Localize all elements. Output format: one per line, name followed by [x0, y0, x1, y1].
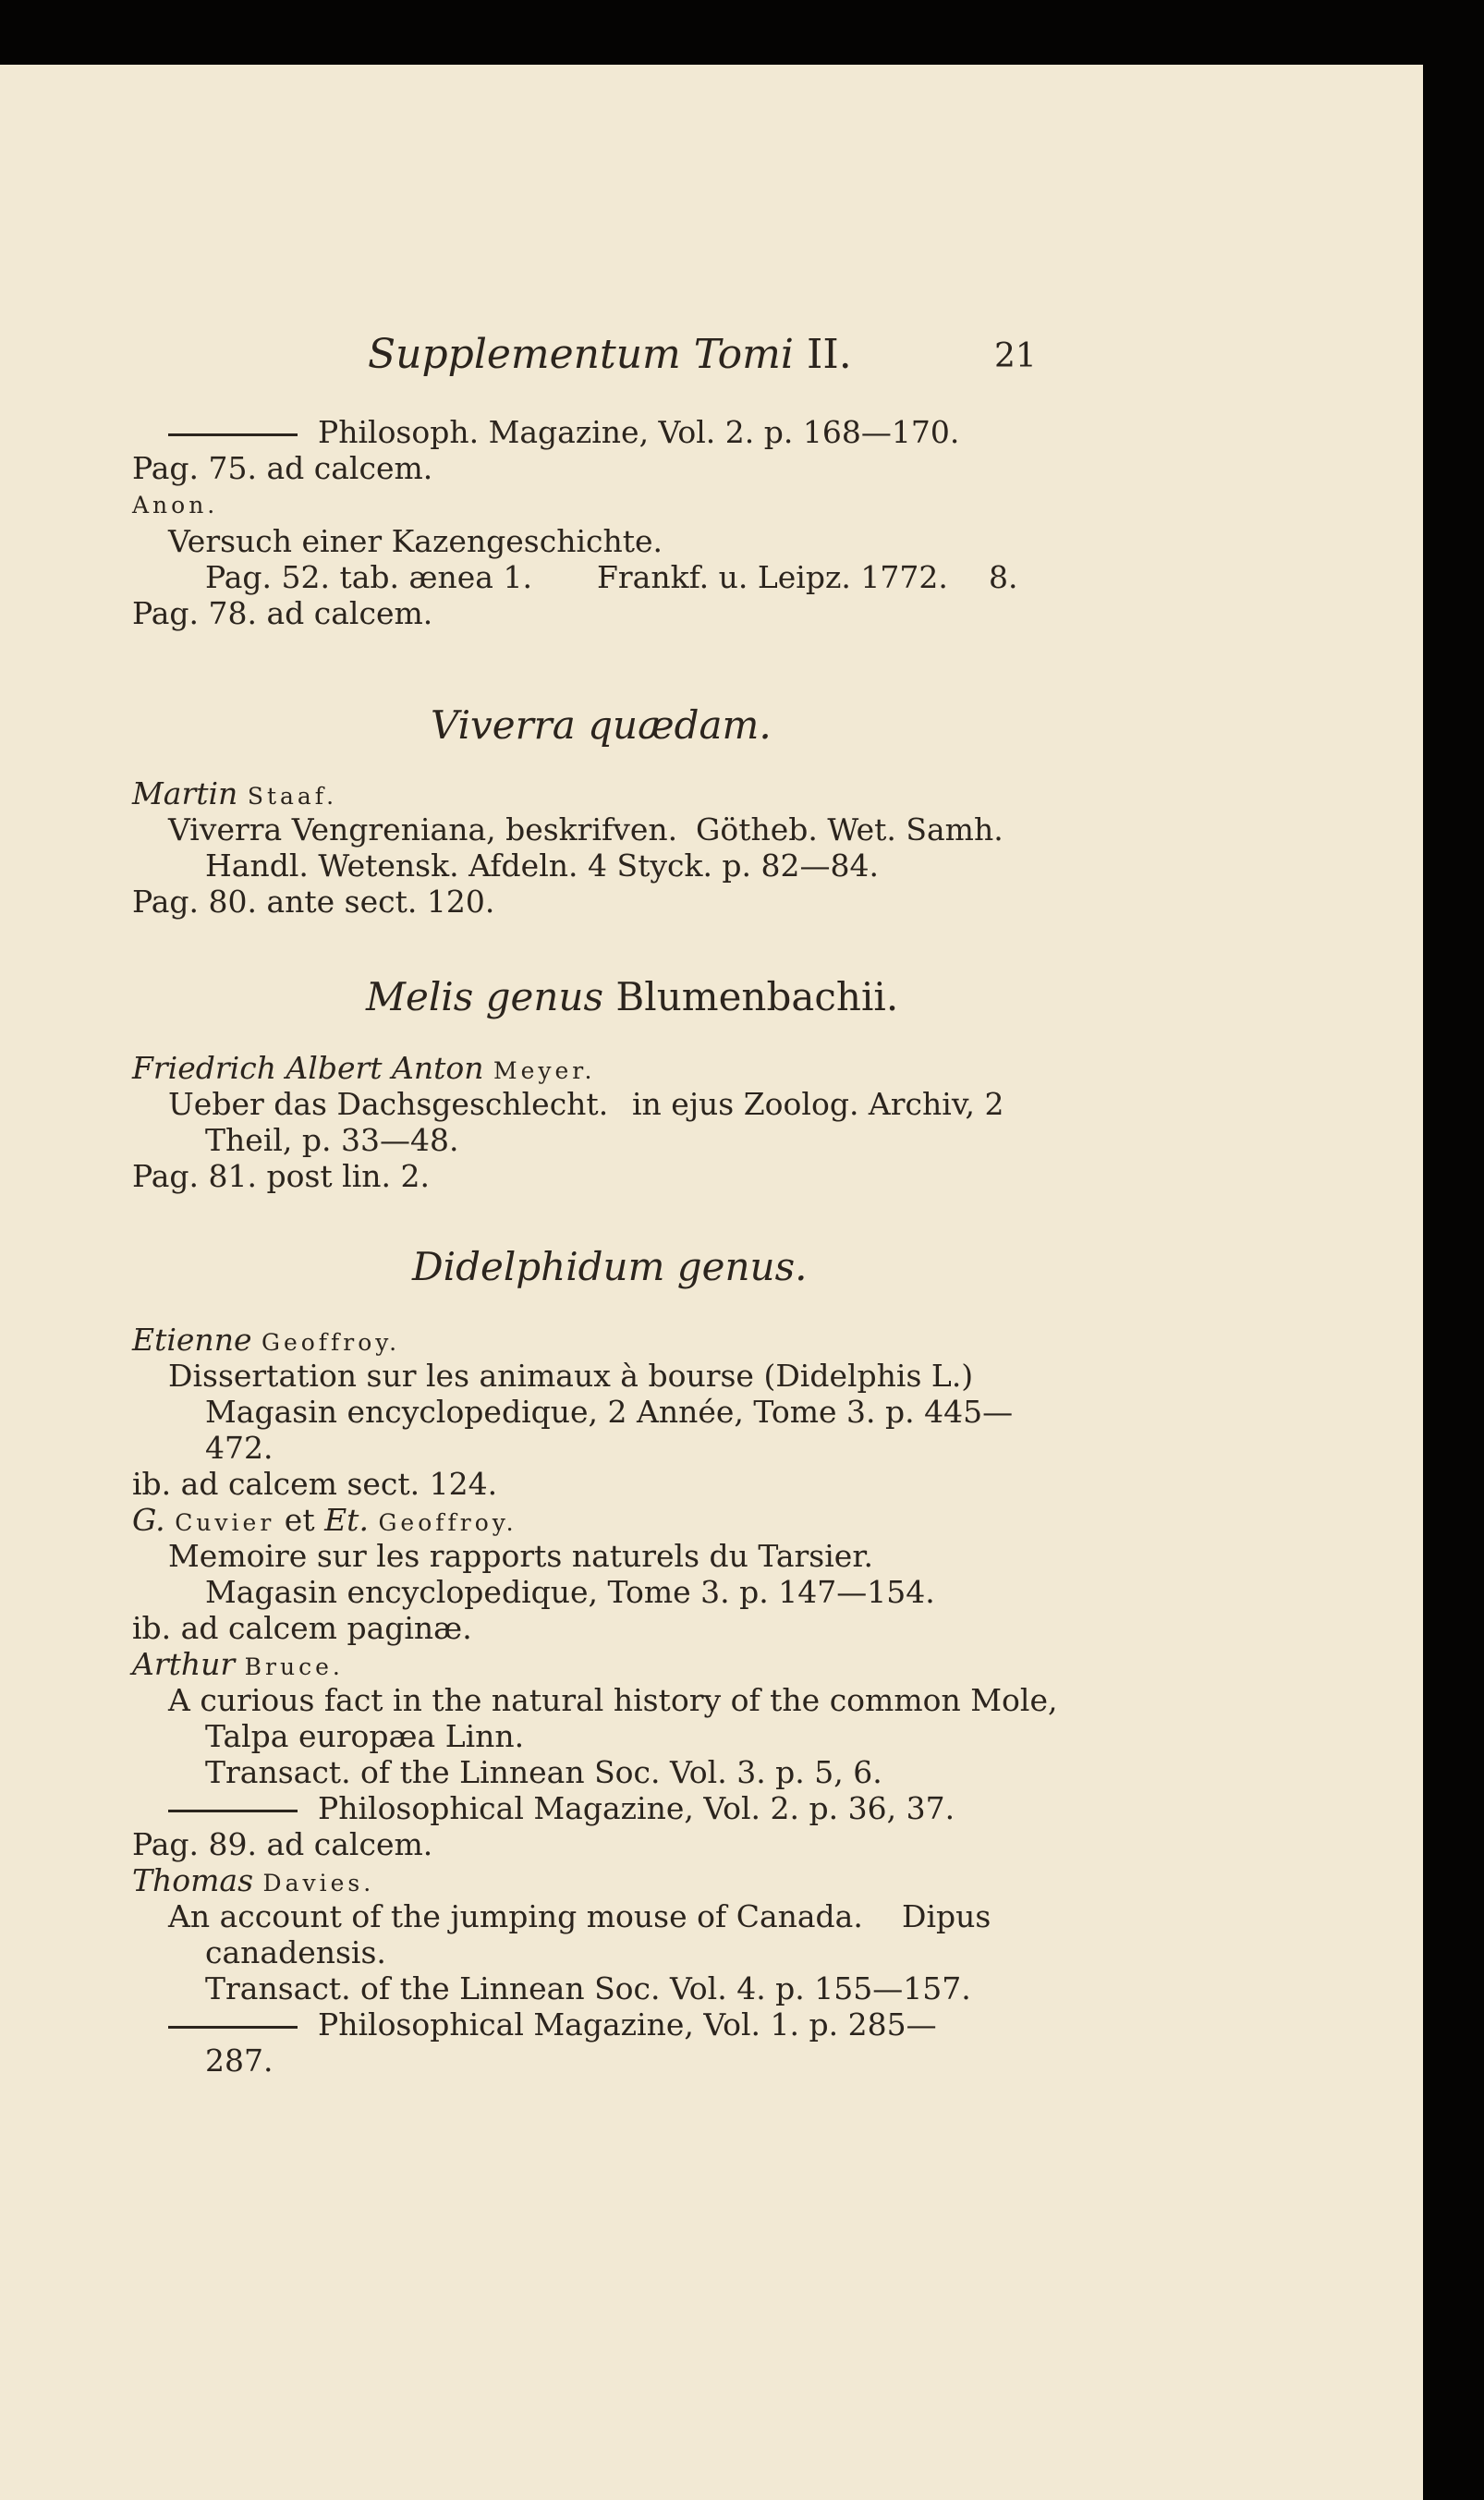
- section-heading-didelphidum: Didelphidum genus.: [412, 1244, 808, 1289]
- entry-line: 287.: [205, 2043, 274, 2079]
- entry-line: Viverra Vengreniana, beskrifven.: [168, 811, 678, 848]
- section-heading-viverra: Viverra quædam.: [431, 702, 772, 748]
- entry-line: Pag. 75. ad calcem.: [132, 450, 433, 486]
- author-line: Martin Staaf.: [132, 775, 338, 811]
- entry-line: Magasin encyclopedique, 2 Année, Tome 3. p. 445—: [205, 1394, 1014, 1430]
- entry-line: An account of the jumping mouse of Canada.: [168, 1898, 863, 1934]
- entry-line: Philosoph. Magazine, Vol. 2. p. 168—170.: [168, 414, 959, 451]
- entry-line: Pag. 52. tab. ænea 1.: [205, 559, 532, 595]
- section-heading-melis: Melis genus Blumenbachii.: [366, 974, 899, 1019]
- running-head-numeral: II.: [806, 331, 852, 378]
- author-line: Etienne Geoffroy.: [132, 1322, 401, 1358]
- entry-line: in ejus Zoolog. Archiv, 2: [632, 1086, 1004, 1122]
- entry-line: Dissertation sur les animaux à bourse (Didelphis L.): [168, 1358, 974, 1394]
- entry-line: Memoire sur les rapports naturels du Tarsier.: [168, 1538, 873, 1574]
- entry-line: Götheb. Wet. Samh.: [696, 811, 1004, 848]
- ditto-rule: [168, 433, 298, 436]
- entry-line: Pag. 89. ad calcem.: [132, 1826, 433, 1862]
- ditto-rule: [168, 1810, 298, 1812]
- entry-line: A curious fact in the natural history of the common Mole,: [168, 1682, 1058, 1718]
- entry-line: Pag. 80. ante sect. 120.: [132, 884, 495, 920]
- entry-line: Pag. 78. ad calcem.: [132, 595, 433, 631]
- author-line: Friedrich Albert Anton Meyer.: [132, 1050, 596, 1086]
- entry-line: ib. ad calcem paginæ.: [132, 1610, 472, 1646]
- entry-line: canadensis.: [205, 1934, 386, 1970]
- entry-line: Transact. of the Linnean Soc. Vol. 3. p. 5, 6.: [205, 1754, 882, 1790]
- entry-line: Philosophical Magazine, Vol. 2. p. 36, 37.: [168, 1790, 955, 1827]
- entry-line: Talpa europæa Linn.: [205, 1718, 525, 1754]
- entry-line: Philosophical Magazine, Vol. 1. p. 285—: [168, 2006, 937, 2043]
- page-number: 21: [994, 337, 1037, 375]
- ditto-rule: [168, 2026, 298, 2029]
- entry-line: ib. ad calcem sect. 124.: [132, 1466, 498, 1502]
- author-line: G. Cuvier et Et. Geoffroy.: [132, 1502, 517, 1538]
- entry-line: Pag. 81. post lin. 2.: [132, 1158, 430, 1194]
- entry-line: Transact. of the Linnean Soc. Vol. 4. p. 155—157.: [205, 1970, 971, 2006]
- entry-line: Ueber das Dachsgeschlecht.: [168, 1086, 609, 1122]
- book-page: [0, 65, 1423, 2500]
- running-head-title: [368, 331, 852, 379]
- entry-line: Magasin encyclopedique, Tome 3. p. 147—154.: [205, 1574, 935, 1610]
- entry-line: 8.: [989, 559, 1018, 595]
- entry-line: Theil, p. 33—48.: [205, 1122, 459, 1158]
- entry-line: Handl. Wetensk. Afdeln. 4 Styck. p. 82—84.: [205, 848, 880, 884]
- author-anon: Anon.: [132, 492, 219, 518]
- author-line: Thomas Davies.: [132, 1862, 375, 1898]
- entry-line: Dipus: [902, 1898, 991, 1934]
- author-line: Arthur Bruce.: [132, 1646, 344, 1682]
- entry-line: Frankf. u. Leipz. 1772.: [597, 559, 948, 595]
- entry-line: Versuch einer Kazengeschichte.: [168, 523, 663, 559]
- entry-line: 472.: [205, 1430, 274, 1466]
- running-head-italic: Supplementum Tomi: [368, 331, 794, 378]
